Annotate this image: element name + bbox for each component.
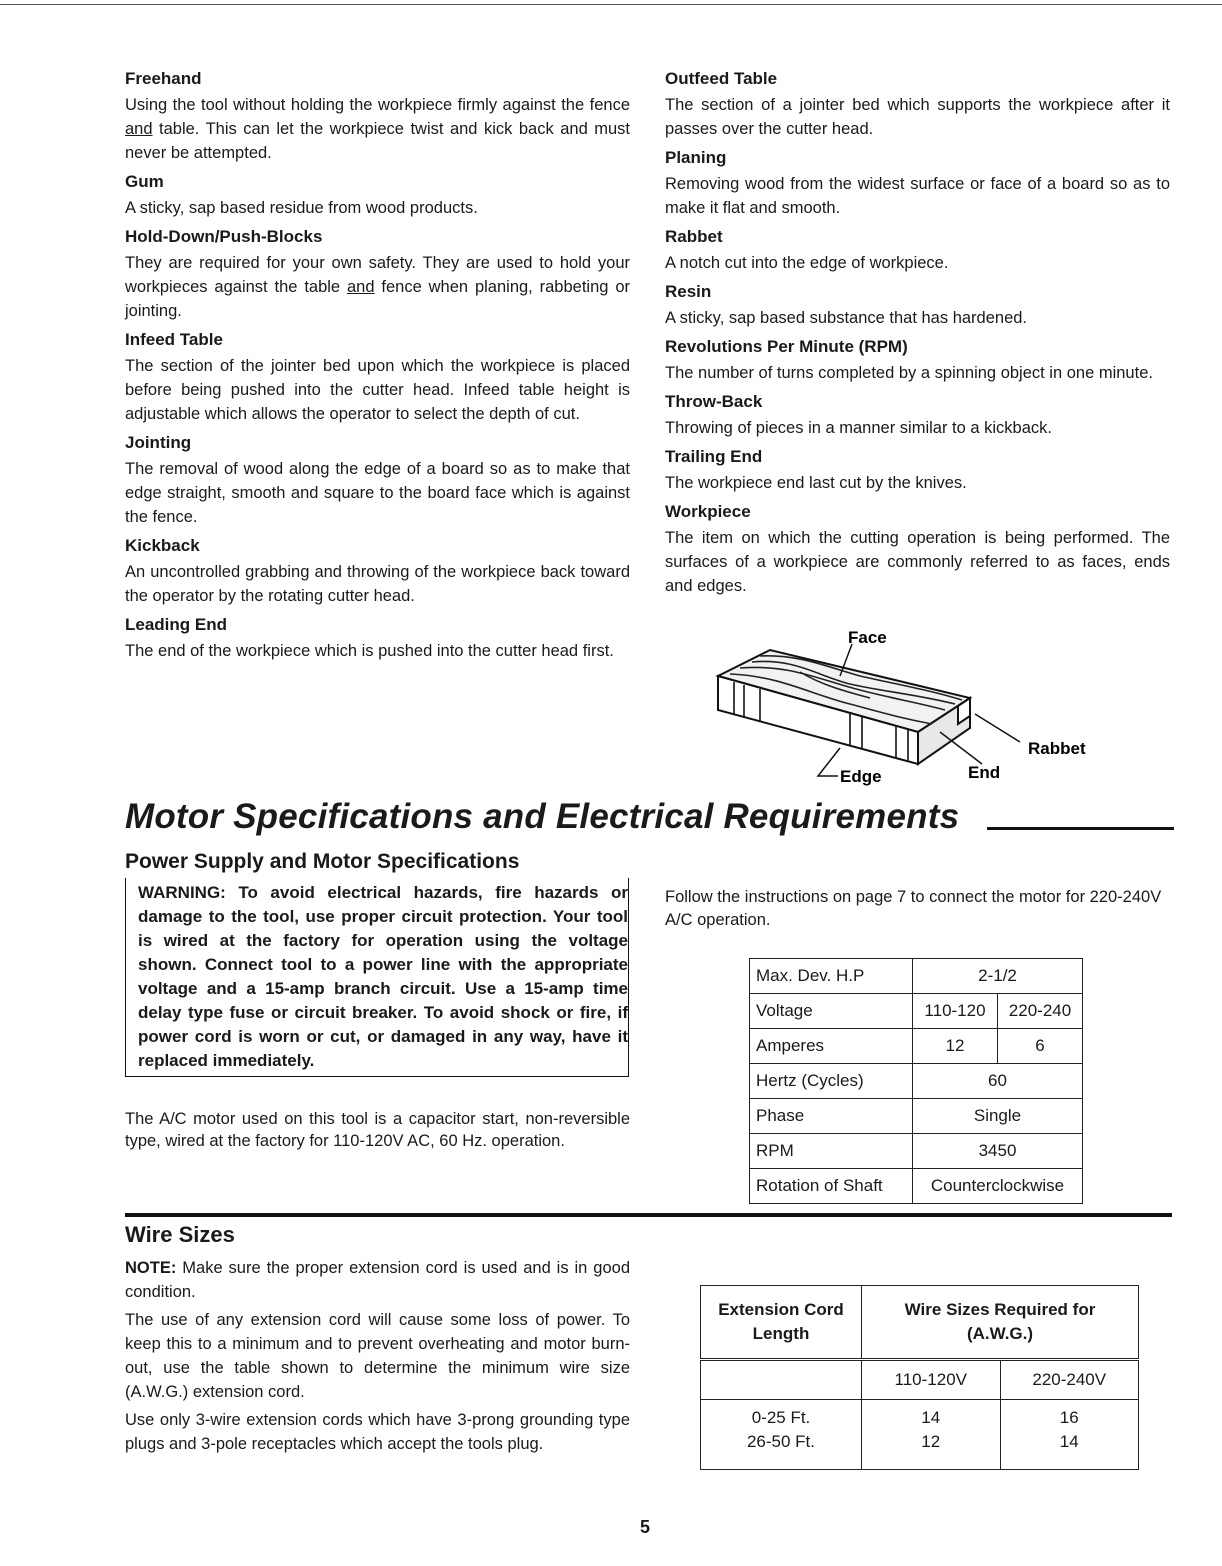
label-rabbet: Rabbet bbox=[1028, 739, 1086, 758]
glossary-term: Planing bbox=[665, 148, 727, 167]
glossary-definition: The number of turns completed by a spinning object in one minute. bbox=[665, 364, 1153, 382]
glossary-definition: The workpiece end last cut by the knives. bbox=[665, 474, 967, 492]
glossary-definition: An uncontrolled grabbing and throwing of the workpiece back toward the operator by the rotating cutter head. bbox=[125, 563, 630, 605]
empty-cell bbox=[701, 1360, 862, 1400]
spec-value: 60 bbox=[913, 1064, 1083, 1099]
spec-label: Amperes bbox=[750, 1029, 913, 1064]
workpiece-illustration bbox=[700, 624, 1120, 796]
glossary-definition: A notch cut into the edge of workpiece. bbox=[665, 254, 949, 272]
glossary-definition: The end of the workpiece which is pushed into the cutter head first. bbox=[125, 642, 614, 660]
spec-label: Voltage bbox=[750, 994, 913, 1029]
glossary-definition: Using the tool without holding the workpiece firmly against the fence and table. This can let the workpiece twist and kick back and must never be attempted. bbox=[125, 96, 630, 162]
motor-spec-table bbox=[749, 958, 1083, 1204]
header-wire-sizes: Wire Sizes Required for (A.W.G.) bbox=[862, 1286, 1139, 1360]
gauge-value: 14 bbox=[1059, 1432, 1079, 1451]
note-label: NOTE: bbox=[125, 1259, 177, 1277]
section-title-rule bbox=[987, 827, 1174, 830]
glossary-term: Rabbet bbox=[665, 227, 723, 246]
gauge-value: 12 bbox=[921, 1432, 941, 1451]
spec-value: 110-120 bbox=[913, 994, 998, 1029]
gauge-value: 14 bbox=[921, 1408, 941, 1427]
glossary-term: Leading End bbox=[125, 615, 227, 634]
spec-value: 3450 bbox=[913, 1134, 1083, 1169]
label-end: End bbox=[968, 763, 1001, 782]
power-supply-heading: Power Supply and Motor Specifications bbox=[125, 850, 520, 873]
spec-value: Single bbox=[913, 1099, 1083, 1134]
glossary-term: Infeed Table bbox=[125, 330, 223, 349]
gauge-220-cell bbox=[1000, 1400, 1139, 1470]
spec-value: 12 bbox=[913, 1029, 998, 1064]
spec-value: 2-1/2 bbox=[913, 959, 1083, 994]
glossary-definition: They are required for your own safety. They are used to hold your workpieces against the table and fence when planing, rabbeting or jointing. bbox=[125, 254, 630, 320]
spec-value: 220-240 bbox=[998, 994, 1083, 1029]
glossary-term: Hold-Down/Push-Blocks bbox=[125, 227, 323, 246]
table-row bbox=[750, 959, 1083, 994]
label-face: Face bbox=[848, 628, 887, 647]
glossary-term: Freehand bbox=[125, 69, 202, 88]
glossary-term: Throw-Back bbox=[665, 392, 763, 411]
follow-instructions-paragraph: Follow the instructions on page 7 to connect the motor for 220-240V A/C operation. bbox=[665, 888, 1162, 929]
glossary-definition: Throwing of pieces in a manner similar to a kickback. bbox=[665, 419, 1052, 437]
volt-header: 220-240V bbox=[1000, 1360, 1139, 1400]
glossary-definition: The removal of wood along the edge of a board so as to make that edge straight, smooth and square to the board face which is against the fence. bbox=[125, 460, 630, 526]
glossary-definition: Removing wood from the widest surface or face of a board so as to make it flat and smooth. bbox=[665, 175, 1170, 217]
extension-paragraph: The use of any extension cord will cause some loss of power. To keep this to a minimum and to prevent overheating and motor burn-out, use the table shown to determine the minimum wire size (A.W.G.) extension cord. bbox=[125, 1311, 630, 1401]
glossary-definition: The item on which the cutting operation is being performed. The surfaces of a workpiece are commonly referred to as faces, ends and edges. bbox=[665, 529, 1170, 595]
glossary-term: Trailing End bbox=[665, 447, 763, 466]
glossary-term: Gum bbox=[125, 172, 164, 191]
glossary-term: Resin bbox=[665, 282, 712, 301]
note-text: Make sure the proper extension cord is used and is in good condition. bbox=[125, 1259, 630, 1301]
wire-size-table bbox=[700, 1285, 1139, 1470]
glossary-term: Revolutions Per Minute (RPM) bbox=[665, 337, 908, 356]
motor-paragraph: The A/C motor used on this tool is a capacitor start, non-reversible type, wired at the factory for 110-120V AC, 60 Hz. operation. bbox=[125, 1110, 630, 1150]
length-value: 0-25 Ft. bbox=[751, 1408, 811, 1427]
table-row bbox=[701, 1400, 1139, 1470]
length-value: 26-50 Ft. bbox=[746, 1432, 816, 1451]
glossary-term: Outfeed Table bbox=[665, 69, 778, 88]
spec-value: 6 bbox=[998, 1029, 1083, 1064]
gauge-value: 16 bbox=[1059, 1408, 1079, 1427]
top-rule bbox=[0, 4, 1222, 5]
glossary-left-column bbox=[125, 68, 630, 669]
table-row bbox=[750, 1134, 1083, 1169]
spec-label: Max. Dev. H.P bbox=[750, 959, 913, 994]
three-wire-paragraph: Use only 3-wire extension cords which have 3-prong grounding type plugs and 3-pole receptacles which accept the tools plug. bbox=[125, 1411, 630, 1453]
warning-text: WARNING: To avoid electrical hazards, fire hazards or damage to the tool, use proper circuit protection. Your tool is wired at the factory for operation using the voltage shown. Connect tool to a power line with the appropriate voltage and a 15-amp branch circuit. Use a 15-amp time delay type fuse or circuit breaker. To avoid shock or fire, if power cord is worn or cut, or damaged in any way, have it replaced immediately. bbox=[138, 883, 628, 1070]
glossary-term: Workpiece bbox=[665, 502, 751, 521]
warning-box bbox=[125, 878, 629, 1077]
wire-sizes-text bbox=[125, 1256, 630, 1460]
glossary-right-column bbox=[665, 68, 1170, 604]
spec-label: Rotation of Shaft bbox=[750, 1169, 913, 1204]
table-row bbox=[750, 994, 1083, 1029]
table-row bbox=[701, 1360, 1139, 1400]
glossary-definition: A sticky, sap based substance that has hardened. bbox=[665, 309, 1028, 327]
table-row bbox=[750, 1064, 1083, 1099]
volt-header: 110-120V bbox=[862, 1360, 1001, 1400]
glossary-term: Kickback bbox=[125, 536, 200, 555]
glossary-term: Jointing bbox=[125, 433, 192, 452]
header-cord-length: Extension Cord Length bbox=[701, 1286, 862, 1360]
table-row bbox=[750, 1169, 1083, 1204]
note-paragraph bbox=[125, 1256, 630, 1304]
wire-sizes-rule bbox=[125, 1213, 1172, 1217]
table-row bbox=[750, 1099, 1083, 1134]
spec-label: RPM bbox=[750, 1134, 913, 1169]
wire-sizes-heading: Wire Sizes bbox=[125, 1222, 235, 1247]
table-row bbox=[750, 1029, 1083, 1064]
table-header-row bbox=[701, 1286, 1139, 1360]
section-title: Motor Specifications and Electrical Requirements bbox=[125, 797, 960, 836]
glossary-definition: A sticky, sap based residue from wood products. bbox=[125, 199, 478, 217]
page-number: 5 bbox=[640, 1517, 651, 1537]
gauge-110-cell bbox=[862, 1400, 1001, 1470]
glossary-definition: The section of the jointer bed upon which the workpiece is placed before being pushed into the cutter head. Infeed table height is adjustable which allows the operator to select the depth of cut. bbox=[125, 357, 630, 423]
length-cell bbox=[701, 1400, 862, 1470]
glossary-definition: The section of a jointer bed which supports the workpiece after it passes over the cutter head. bbox=[665, 96, 1170, 138]
label-edge: Edge bbox=[840, 767, 882, 786]
spec-label: Hertz (Cycles) bbox=[750, 1064, 913, 1099]
spec-value: Counterclockwise bbox=[913, 1169, 1083, 1204]
spec-label: Phase bbox=[750, 1099, 913, 1134]
